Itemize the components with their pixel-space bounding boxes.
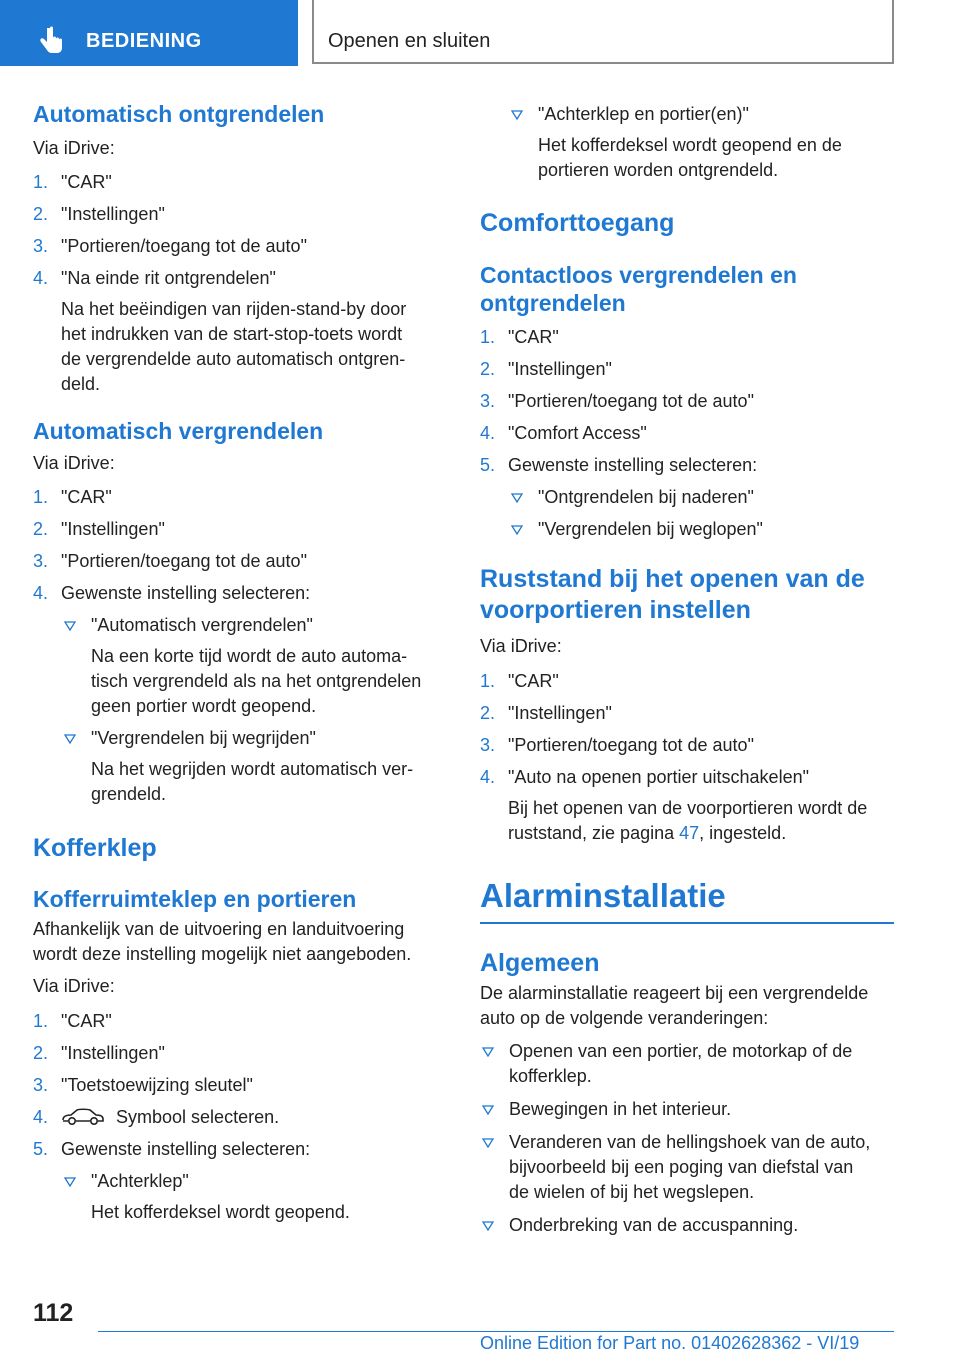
list-item: Openen van een portier, de motorkap of de kofferklep. xyxy=(480,1039,894,1089)
right-column xyxy=(480,100,894,1238)
auto-lock-heading: Automatisch vergrendelen xyxy=(33,418,324,444)
option-item: "Vergrendelen bij weglopen" xyxy=(509,517,894,542)
triangle-bullet-icon xyxy=(64,1177,76,1187)
list-item: 2. "Instellingen" xyxy=(33,1043,165,1063)
list-item: 1. "CAR" xyxy=(480,327,559,347)
left-column xyxy=(33,100,445,1225)
option-item: "Achterklep en portier(en)" Het kofferdeksel wordt geopend en de portieren worden ontgrendeld. xyxy=(509,102,894,183)
page-link[interactable]: 47 xyxy=(679,823,700,843)
list-item: 3. "Portieren/toegang tot de auto" xyxy=(33,236,307,256)
triangle-bullet-icon xyxy=(482,1105,494,1115)
list-item: Onderbreking van de accuspanning. xyxy=(480,1213,894,1238)
list-item: 1. "CAR" xyxy=(33,172,112,192)
comfort-subheading: Contactloos vergrendelen en ontgrendelen xyxy=(480,262,797,316)
page-number: 112 xyxy=(33,1299,74,1327)
edition-text: Online Edition for Part no. 01402628362 - VI/19 xyxy=(480,1333,860,1353)
list-item: 4. "Comfort Access" xyxy=(480,423,647,443)
hand-touch-icon xyxy=(38,26,64,54)
alarm-heading: Alarminstallatie xyxy=(480,877,726,914)
list-item: 4. Symbool selecteren. xyxy=(33,1107,280,1127)
list-item: 2. "Instellingen" xyxy=(33,519,165,539)
list-item: 2. "Instellingen" xyxy=(33,204,165,224)
triangle-bullet-icon xyxy=(482,1047,494,1057)
list-item: 3. "Portieren/toegang tot de auto" xyxy=(480,735,754,755)
triangle-bullet-icon xyxy=(511,110,523,120)
body-text: wordt deze instelling mogelijk niet aangeboden. xyxy=(33,944,412,964)
triangle-bullet-icon xyxy=(511,493,523,503)
list-item: 4. Gewenste instelling selecteren: xyxy=(33,583,311,603)
list-item: 2. "Instellingen" xyxy=(480,359,612,379)
step-note: Na het beëindigen van rijden-stand-by door het indrukken van de start-stop-toets wordt de vergrendelde auto automatisch ontgren- deld. xyxy=(61,299,407,394)
body-text: De alarminstallatie reageert bij een vergrendelde xyxy=(480,983,869,1003)
list-item: 2. "Instellingen" xyxy=(480,703,612,723)
chapter-header xyxy=(312,0,894,64)
list-item: 1. "CAR" xyxy=(480,671,559,691)
list-item: 1. "CAR" xyxy=(33,487,112,507)
comfort-heading: Comforttoegang xyxy=(480,209,675,237)
triangle-bullet-icon xyxy=(64,621,76,631)
chapter-title: Openen en sluiten xyxy=(328,30,491,52)
footer-rule xyxy=(98,1331,894,1332)
option-item: "Achterklep" Het kofferdeksel wordt geopend. xyxy=(62,1169,445,1225)
body-text: auto op de volgende veranderingen: xyxy=(480,1008,769,1028)
option-item: "Automatisch vergrendelen" Na een korte tijd wordt de auto automa- tisch vergrendeld als na het ontgrendelen geen portier wordt geopend. xyxy=(62,613,445,719)
step-note: Bij het openen van de voorportieren wordt de ruststand, zie pagina 47, ingesteld. xyxy=(508,798,868,843)
option-item: "Ontgrendelen bij naderen" xyxy=(509,485,894,510)
intro-text: Via iDrive: xyxy=(33,453,115,473)
list-item: 4. "Auto na openen portier uitschakelen" xyxy=(480,767,809,787)
intro-text: Via iDrive: xyxy=(33,138,115,158)
list-item: 3. "Portieren/toegang tot de auto" xyxy=(33,551,307,571)
triangle-bullet-icon xyxy=(482,1138,494,1148)
rest-heading: Ruststand bij het openen van de voorportieren instellen xyxy=(480,565,865,624)
triangle-bullet-icon xyxy=(64,734,76,744)
auto-unlock-heading: Automatisch ontgrendelen xyxy=(33,101,325,127)
list-item: 3. "Portieren/toegang tot de auto" xyxy=(480,391,754,411)
triangle-bullet-icon xyxy=(511,525,523,535)
option-item: "Vergrendelen bij wegrijden" Na het wegrijden wordt automatisch ver- grendeld. xyxy=(62,726,445,807)
list-item: 3. "Toetstoewijzing sleutel" xyxy=(33,1075,253,1095)
list-item: 5. Gewenste instelling selecteren: xyxy=(480,455,758,475)
list-item: 1. "CAR" xyxy=(33,1011,112,1031)
list-item: Bewegingen in het interieur. xyxy=(480,1097,894,1122)
intro-text: Via iDrive: xyxy=(33,976,115,996)
list-item: 4. "Na einde rit ontgrendelen" xyxy=(33,268,276,288)
section-title: BEDIENING xyxy=(86,30,202,52)
list-item: Veranderen van de hellingshoek van de auto, bijvoorbeeld bij een poging van diefstal van de wielen of bij het wegslepen. xyxy=(480,1130,894,1205)
heading-rule xyxy=(480,922,894,924)
intro-text: Via iDrive: xyxy=(480,636,562,656)
triangle-bullet-icon xyxy=(482,1221,494,1231)
alarm-subheading: Algemeen xyxy=(480,949,600,977)
body-text: Afhankelijk van de uitvoering en landuitvoering xyxy=(33,919,405,939)
section-tab xyxy=(0,0,298,66)
car-outline-icon xyxy=(61,1106,105,1126)
trunk-subheading: Kofferruimteklep en portieren xyxy=(33,886,357,912)
trunk-heading: Kofferklep xyxy=(33,834,157,862)
list-item: 5. Gewenste instelling selecteren: xyxy=(33,1139,311,1159)
